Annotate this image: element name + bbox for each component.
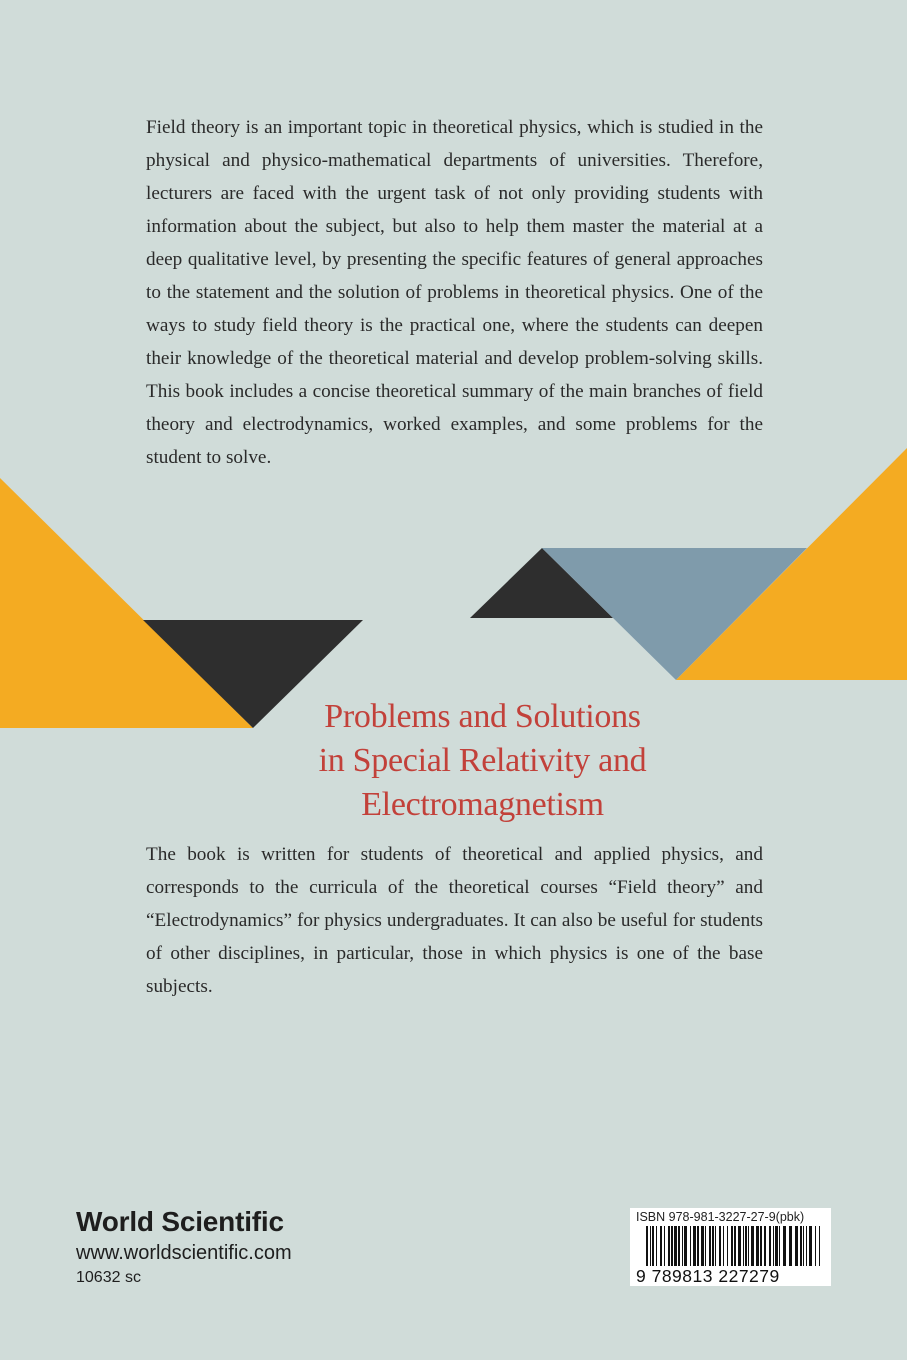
barcode-bar [756,1226,759,1266]
barcode-bar [660,1226,662,1266]
book-title [200,695,765,827]
barcode-bar [743,1226,744,1266]
publisher-code: 10632 sc [76,1269,141,1286]
publisher-name: World Scientific [76,1206,284,1237]
barcode-bar [809,1226,812,1266]
barcode-bar [773,1226,774,1266]
barcode-digits: 9 789813 227279 [636,1266,780,1286]
barcode-bar [783,1226,786,1266]
barcode-bar [674,1226,677,1266]
barcode-box [630,1208,831,1286]
barcode-bar [664,1226,665,1266]
barcode-bar [671,1226,673,1266]
barcode-bar [719,1226,721,1266]
barcode-bar [684,1226,687,1266]
barcode-bar [734,1226,736,1266]
description-top: Field theory is an important topic in theoretical physics, which is studied in the physical and physico-mathematical departments of universities. Therefore, lecturers are faced with the urgent task of not only providing students with information about the subject, but also to help them master the material at a deep qualitative level, by presenting the specific features of general approaches to the statement and the solution of problems in theoretical physics. One of the ways to study field theory is the practical one, where the students can deepen their knowledge of the theoretical material and develop problem-solving skills. This book includes a concise theoretical summary of the main branches of field theory and electrodynamics, worked examples, and some problems for the student to solve. [146,117,763,468]
barcode-bar [795,1226,798,1266]
barcode-bar [789,1226,792,1266]
barcode-bar [751,1226,754,1266]
barcode-bar [748,1226,749,1266]
barcode-bar [701,1226,704,1266]
barcode-bar [668,1226,670,1266]
barcode-bar [709,1226,711,1266]
barcode-bar [764,1226,766,1266]
barcode-bar [779,1226,780,1266]
barcode-bar [705,1226,706,1266]
barcode-bar [712,1226,714,1266]
description-bottom: The book is written for students of theoretical and applied physics, and corresponds to the curricula of the theoretical courses “Field theory” and “Electrodynamics” for physics undergraduates. It can also be useful for students of other disciplines, in particular, those in which physics is one of the base subjects. [146,844,763,997]
barcode-bar [775,1226,778,1266]
barcode-bar [678,1226,680,1266]
publisher-block [76,1205,292,1289]
barcode-bar [682,1226,683,1266]
barcode-bars [636,1226,826,1268]
title-line-3: Electromagnetism [361,786,604,823]
barcode-bar [723,1226,724,1266]
barcode-bar [697,1226,699,1266]
barcode-bar [745,1226,747,1266]
barcode-bar [806,1226,807,1266]
barcode-bar [760,1226,762,1266]
publisher-url: www.worldscientific.com [76,1242,292,1264]
barcode-bar [650,1226,651,1266]
title-line-2: in Special Relativity and [318,742,647,779]
barcode-bar [769,1226,771,1266]
title-line-1: Problems and Solutions [324,698,641,735]
barcode-bar [646,1226,648,1266]
barcode-bar [819,1226,820,1266]
barcode-bar [731,1226,733,1266]
barcode-bar [690,1226,691,1266]
barcode-bar [815,1226,816,1266]
barcode-bar [738,1226,741,1266]
barcode-bar [803,1226,804,1266]
barcode-bar [800,1226,802,1266]
barcode-bar [652,1226,654,1266]
isbn-label: ISBN 978-981-3227-27-9(pbk) [636,1210,805,1224]
barcode-bar [656,1226,657,1266]
barcode-bar [693,1226,696,1266]
barcode-bar [727,1226,728,1266]
barcode-bar [715,1226,716,1266]
